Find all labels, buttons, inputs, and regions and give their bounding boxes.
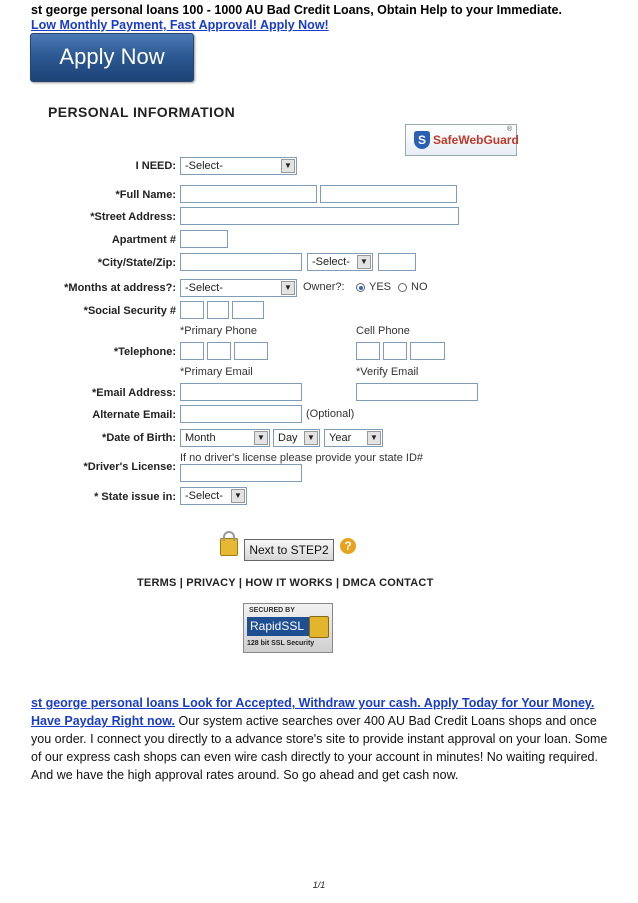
primary-phone-label: *Primary Phone [180, 325, 258, 337]
ssl-secured-by: SECURED BY [249, 607, 295, 614]
help-icon[interactable]: ? [340, 538, 356, 554]
verify-email-input[interactable] [356, 383, 478, 401]
apartment-label: Apartment # [111, 234, 176, 246]
phone-area-input[interactable] [180, 342, 204, 360]
months-value: -Select- [185, 282, 223, 294]
full-name-label: *Full Name: [115, 189, 176, 201]
primary-email-label: *Primary Email [180, 366, 253, 378]
alt-email-input[interactable] [180, 405, 302, 423]
i-need-select[interactable] [180, 157, 297, 175]
body-paragraph: Our system active searches over 400 AU Bad Credit Loans shops and once you order. I connect you directly to a advance store's site to provide instant approval on your loan. Some of our express cash shops can even wire cash directly to your account in minutes! No waiting required. And we have the high approval rates around. So go ahead and get cash now. [31, 714, 608, 782]
owner-yes-label: YES [369, 281, 392, 293]
ssl-bits: 128 bit SSL Security [247, 640, 315, 647]
dropdown-arrow-icon: ▼ [304, 431, 318, 445]
city-input[interactable] [180, 253, 302, 271]
owner-label: Owner?: [303, 281, 345, 293]
alt-email-label: Alternate Email: [92, 409, 176, 421]
section-title: PERSONAL INFORMATION [48, 104, 236, 120]
shield-icon: S [414, 131, 430, 149]
email-input[interactable] [180, 383, 302, 401]
license-input[interactable] [180, 464, 302, 482]
next-step-button[interactable]: Next to STEP2 [244, 539, 334, 561]
page-title: st george personal loans 100 - 1000 AU Bad Credit Loans, Obtain Help to your Immediate. [31, 3, 562, 17]
first-name-input[interactable] [180, 185, 317, 203]
dob-year-select[interactable] [324, 429, 383, 447]
state-issue-select[interactable] [180, 487, 247, 505]
cell-phone-label: Cell Phone [356, 325, 410, 337]
state-issue-label: * State issue in: [94, 491, 176, 503]
dropdown-arrow-icon: ▼ [254, 431, 268, 445]
dropdown-arrow-icon: ▼ [231, 489, 245, 503]
state-value: -Select- [312, 256, 350, 268]
license-label: *Driver's License: [83, 461, 176, 473]
verify-email-label: *Verify Email [356, 366, 419, 378]
zip-input[interactable] [378, 253, 416, 271]
ssn-part1-input[interactable] [180, 301, 204, 319]
cell-line-input[interactable] [410, 342, 445, 360]
safewebguard-badge [405, 124, 517, 156]
license-hint: If no driver's license please provide your state ID# [180, 452, 423, 464]
apply-promo-link[interactable]: Low Monthly Payment, Fast Approval! Apply Now! [31, 18, 329, 32]
apply-now-button[interactable]: Apply Now [30, 33, 194, 82]
dob-label: *Date of Birth: [102, 432, 176, 444]
owner-yes-radio[interactable] [356, 283, 365, 292]
months-select[interactable] [180, 279, 297, 297]
last-name-input[interactable] [320, 185, 457, 203]
i-need-value: -Select- [185, 160, 223, 172]
ssn-label: *Social Security # [83, 305, 176, 317]
ssl-brand: RapidSSL [247, 617, 311, 636]
badge-text: SafeWebGuard [433, 133, 519, 147]
optional-hint: (Optional) [306, 408, 355, 420]
dob-month-value: Month [185, 432, 216, 444]
cell-area-input[interactable] [356, 342, 380, 360]
ssn-part3-input[interactable] [232, 301, 264, 319]
email-label: *Email Address: [92, 387, 176, 399]
street-input[interactable] [180, 207, 459, 225]
telephone-label: *Telephone: [113, 346, 176, 358]
apartment-input[interactable] [180, 230, 228, 248]
phone-prefix-input[interactable] [207, 342, 231, 360]
dropdown-arrow-icon: ▼ [281, 281, 295, 295]
owner-no-label: NO [411, 281, 428, 293]
badge-reg: ® [506, 126, 512, 133]
dob-day-select[interactable] [273, 429, 320, 447]
street-label: *Street Address: [90, 211, 176, 223]
city-label: *City/State/Zip: [97, 257, 176, 269]
cell-prefix-input[interactable] [383, 342, 407, 360]
owner-no-radio[interactable] [398, 283, 407, 292]
ssn-part2-input[interactable] [207, 301, 229, 319]
page-number: 1/1 [312, 880, 326, 890]
dob-month-select[interactable] [180, 429, 270, 447]
i-need-label: I NEED: [135, 160, 176, 172]
dropdown-arrow-icon: ▼ [357, 255, 371, 269]
months-label: *Months at address?: [64, 282, 176, 294]
state-select[interactable] [307, 253, 373, 271]
lock-icon [220, 538, 238, 556]
body-link[interactable]: st george personal loans Look for Accepted, Withdraw your cash. Apply Today for Your Money. Have Payday Right now. [31, 696, 595, 728]
body-text [31, 694, 611, 784]
dob-day-value: Day [278, 432, 298, 444]
dropdown-arrow-icon: ▼ [281, 159, 295, 173]
rapidssl-seal [243, 603, 333, 653]
phone-line-input[interactable] [234, 342, 268, 360]
dob-year-value: Year [329, 432, 352, 444]
dropdown-arrow-icon: ▼ [367, 431, 381, 445]
state-issue-value: -Select- [185, 490, 223, 502]
padlock-icon [309, 616, 329, 638]
footer-links[interactable]: TERMS | PRIVACY | HOW IT WORKS | DMCA CONTACT [137, 577, 434, 589]
